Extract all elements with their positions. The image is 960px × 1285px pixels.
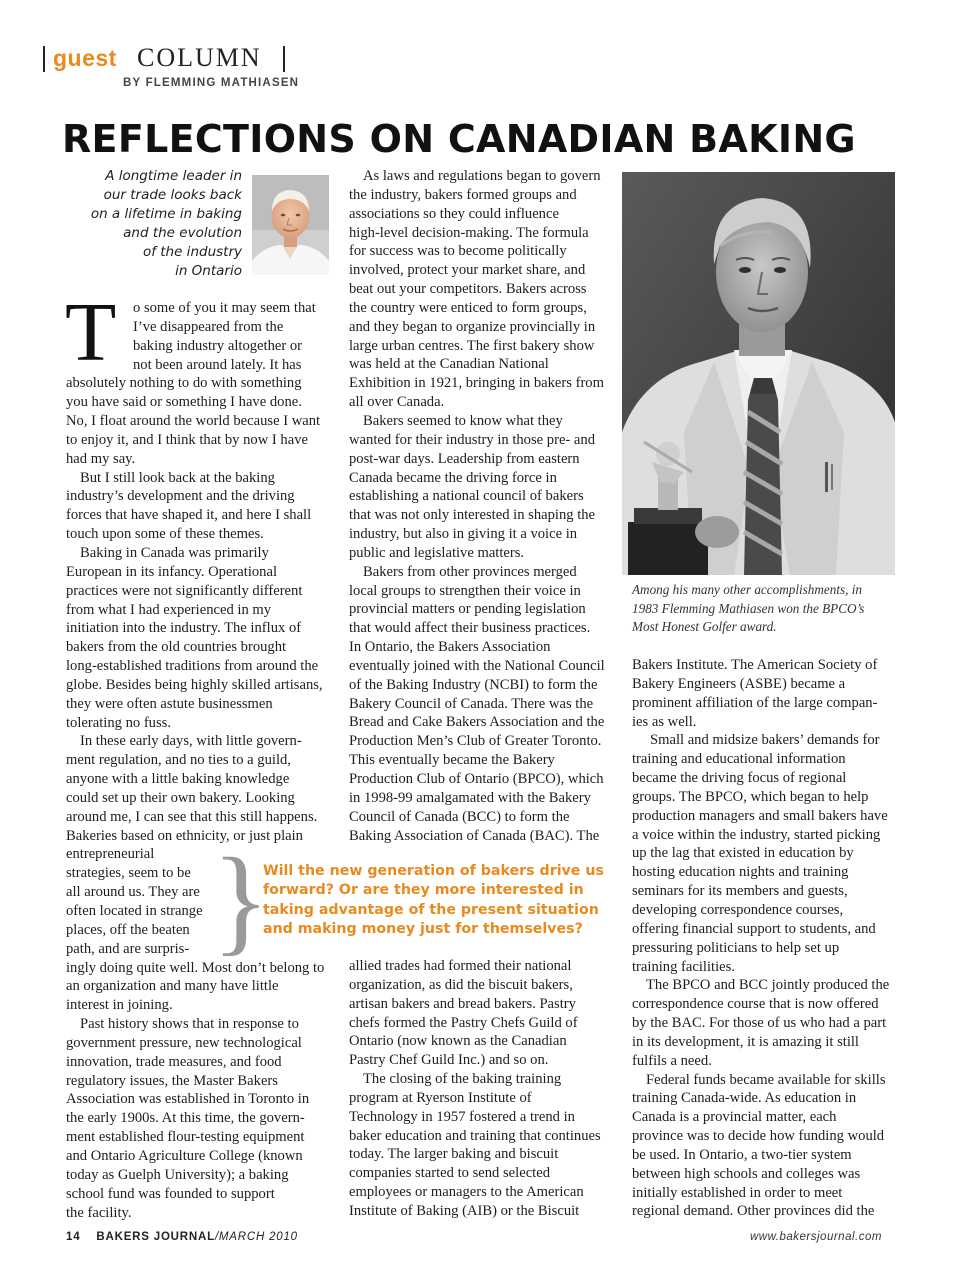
text-line: regulatory issues, the Master Bakers xyxy=(66,1072,278,1089)
text-line: an organization and many have little xyxy=(66,978,279,995)
deck-line: in Ontario xyxy=(175,263,242,279)
text-line: Ontario (now known as the Canadian xyxy=(349,1033,567,1050)
text-line: regional demand. Other provinces did the xyxy=(632,1203,875,1220)
text-line: Bakers from other provinces merged xyxy=(363,563,577,580)
text-line: pressuring politicians to help set up xyxy=(632,939,840,956)
text-line: school fund was founded to support xyxy=(66,1185,275,1202)
text-line: today. The larger baking and biscuit xyxy=(349,1146,559,1163)
text-line: that would affect their business practices. xyxy=(349,620,591,637)
byline: BY FLEMMING MATHIASEN xyxy=(123,77,300,89)
text-line: baker education and training that continues xyxy=(349,1127,601,1144)
text-line: production managers and small bakers have xyxy=(632,807,888,824)
column-2-top xyxy=(349,167,619,845)
text-line: from what I had experienced in my xyxy=(66,601,272,618)
text-line: eventually joined with the National Council xyxy=(349,657,605,674)
text-line: to enjoy it, and I think that by now I have xyxy=(66,431,308,448)
publication-name: BAKERS JOURNAL xyxy=(96,1231,215,1243)
text-line: tolerating no fuss. xyxy=(66,714,171,731)
caption-line: 1983 Flemming Mathiasen won the BPCO’s xyxy=(632,600,865,616)
text-line: artisan bakers and bread bakers. Pastry xyxy=(349,995,576,1012)
pull-quote-line: and making money just for themselves? xyxy=(263,920,583,937)
text-line: Council of Canada (BCC) to form the xyxy=(349,808,570,825)
text-line: that was not only interested in shaping the xyxy=(349,507,596,524)
deck-line: on a lifetime in baking xyxy=(90,206,242,222)
text-line: Technology in 1957 fostered a trend in xyxy=(349,1108,575,1125)
text-line: forces that have shaped it, and here I shall xyxy=(66,507,312,524)
text-line: industry’s development and the driving xyxy=(66,488,295,505)
text-line: you have said or something I have done. xyxy=(66,394,302,411)
text-line: could set up their own bakery. Looking xyxy=(66,789,295,806)
section-label: guest xyxy=(53,45,117,71)
text-line: in 1998-99 amalgamated with the Bakery xyxy=(349,789,591,806)
text-line: Canada became the driving force in xyxy=(349,469,557,486)
text-line: industry, but also in giving it a voice in xyxy=(349,526,578,543)
text-line: often located in strange xyxy=(66,903,203,919)
pull-quote-line: Will the new generation of bakers drive us xyxy=(263,863,604,879)
text-line: entrepreneurial xyxy=(66,846,155,863)
text-line: ies as well. xyxy=(632,713,697,730)
text-line: Bakers seemed to know what they xyxy=(363,412,563,429)
text-line: involved, protect your market share, and xyxy=(349,262,586,279)
pull-quote-brace: } xyxy=(212,833,270,966)
deck-line: of the industry xyxy=(142,244,242,260)
text-line: was held at the Canadian National xyxy=(349,356,549,373)
text-line: long-established traditions from around the xyxy=(66,658,319,675)
text-line: Bakers Institute. The American Society of xyxy=(632,657,878,673)
text-line: ingly doing quite well. Most don’t belong to xyxy=(66,959,325,976)
text-line: employees or managers to the American xyxy=(349,1184,584,1201)
text-line: practices were not significantly different xyxy=(66,582,303,599)
text-line: prominent affiliation of the large compan- xyxy=(632,694,878,711)
text-line: baking industry altogether or xyxy=(133,337,303,354)
pull-quote-line: taking advantage of the present situation xyxy=(263,901,599,918)
caption-line: Among his many other accomplishments, in xyxy=(632,582,863,597)
text-line: not been around lately. It has xyxy=(133,356,302,373)
website-url: www.bakersjournal.com xyxy=(750,1231,882,1243)
text-line: Past history shows that in response to xyxy=(80,1016,299,1033)
text-line: became the driving focus of regional xyxy=(632,770,847,787)
text-line: groups. The BPCO, which began to help xyxy=(632,788,869,805)
text-line: government pressure, new technological xyxy=(66,1034,302,1051)
text-line: around me, I can see that this still happens. xyxy=(66,808,318,825)
section-word: COLUMN xyxy=(137,43,262,72)
drop-cap: T xyxy=(65,286,117,379)
text-line: large urban centres. The first bakery show xyxy=(349,337,595,354)
text-line: between high schools and colleges was xyxy=(632,1165,861,1182)
text-line: establishing a national council of bakers xyxy=(349,488,584,505)
text-line: Production Club of Ontario (BPCO), which xyxy=(349,771,604,787)
text-line: Baking Association of Canada (BAC). The xyxy=(349,827,600,844)
text-line: Baking in Canada was primarily xyxy=(80,544,269,561)
text-line: Bakeries based on ethnicity, or just plain xyxy=(66,827,303,844)
text-line: Production Men’s Club of Greater Toronto. xyxy=(349,733,602,750)
text-line: in its development, it is amazing it still xyxy=(632,1033,859,1050)
deck xyxy=(40,167,242,281)
text-line: ment established flour-testing equipment xyxy=(66,1129,305,1146)
text-line: be used. In Ontario, a two-tier system xyxy=(632,1146,852,1163)
issue-date: /MARCH 2010 xyxy=(214,1231,298,1243)
text-line: The BPCO and BCC jointly produced the xyxy=(646,977,890,994)
text-line: I’ve disappeared from the xyxy=(133,318,284,335)
column-1 xyxy=(66,299,336,1222)
text-line: by the BAC. For those of us who had a part xyxy=(632,1015,887,1032)
text-line: Small and midsize bakers’ demands for xyxy=(650,732,880,749)
column-2-bottom xyxy=(349,957,619,1221)
text-line: the facility. xyxy=(66,1204,132,1221)
text-line: seminars for its members and guests, xyxy=(632,883,848,900)
text-line: up the lag that existed in education by xyxy=(632,845,854,862)
pull-quote xyxy=(263,862,613,939)
text-line: touch upon some of these themes. xyxy=(66,526,264,543)
text-line: had my say. xyxy=(66,450,136,467)
text-line: and Ontario Agriculture College (known xyxy=(66,1147,303,1164)
text-line: No, I float around the world because I want xyxy=(66,413,321,430)
text-line: bakers from the old countries brought xyxy=(66,639,287,656)
text-line: province was to decide how funding would xyxy=(632,1128,885,1145)
text-line: provincial matters or pending legislation xyxy=(349,601,586,618)
text-line: companies started to send selected xyxy=(349,1165,550,1182)
text-line: Bakery Engineers (ASBE) became a xyxy=(632,675,846,692)
text-line: the early 1900s. At this time, the govern- xyxy=(66,1110,305,1127)
text-line: initiation into the industry. The influx of xyxy=(66,620,302,637)
author-headshot xyxy=(252,175,329,275)
text-line: ment regulation, and no ties to a guild, xyxy=(66,752,291,769)
text-line: places, off the beaten xyxy=(66,921,190,938)
text-line: Association was established in Toronto in xyxy=(66,1091,310,1108)
text-line: a voice within the industry, started picking xyxy=(632,826,881,843)
text-line: and they began to organize provincially in xyxy=(349,318,596,335)
text-line: absolutely nothing to do with something xyxy=(66,375,302,392)
footer-left xyxy=(66,1231,298,1243)
text-line: beat out your competitors. Bakers across xyxy=(349,281,587,298)
column-3 xyxy=(632,656,902,1221)
text-line: organization, as did the biscuit bakers, xyxy=(349,976,573,993)
text-line: allied trades had formed their national xyxy=(349,958,572,974)
deck-line: A longtime leader in xyxy=(105,168,242,184)
text-line: In Ontario, the Bakers Association xyxy=(349,639,551,656)
text-line: today as Guelph University); a baking xyxy=(66,1166,289,1183)
text-line: for success was to become politically xyxy=(349,243,567,260)
photo-caption xyxy=(632,581,897,637)
text-line: But I still look back at the baking xyxy=(80,469,275,486)
text-line: chefs formed the Pastry Chefs Guild of xyxy=(349,1014,578,1031)
caption-line: Most Honest Golfer award. xyxy=(632,619,777,635)
headline: REFLECTIONS ON CANADIAN BAKING xyxy=(62,117,856,161)
text-line: they were often astute businessmen xyxy=(66,695,273,712)
text-line: all over Canada. xyxy=(349,394,445,411)
text-line: initially established in order to meet xyxy=(632,1184,843,1201)
text-line: Bakery Council of Canada. There was the xyxy=(349,695,594,712)
text-line: In these early days, with little govern- xyxy=(80,733,302,750)
text-line: offering financial support to students, and xyxy=(632,920,876,937)
page-number: 14 xyxy=(66,1231,81,1243)
text-line: local groups to strengthen their voice in xyxy=(349,582,581,599)
text-line: path, and are surpris- xyxy=(66,940,190,957)
deck-line: and the evolution xyxy=(123,225,242,241)
text-line: developing correspondence courses, xyxy=(632,901,844,918)
text-line: As laws and regulations began to govern xyxy=(363,168,601,184)
text-line: interest in joining. xyxy=(66,997,173,1014)
text-line: the country were enticed to form groups, xyxy=(349,299,587,316)
text-line: Bread and Cake Bakers Association and the xyxy=(349,714,605,731)
text-line: hosting education nights and training xyxy=(632,864,849,881)
text-line: public and legislative matters. xyxy=(349,544,525,561)
text-line: fulfils a need. xyxy=(632,1052,712,1069)
text-line: high-level decision-making. The formula xyxy=(349,224,589,241)
text-line: strategies, seem to be xyxy=(66,865,191,882)
header-rule-right xyxy=(283,46,285,72)
text-line: This eventually became the Bakery xyxy=(349,752,555,769)
feature-photo xyxy=(622,172,895,575)
text-line: correspondence course that is now offered xyxy=(632,996,879,1013)
text-line: of the Baking Industry (NCBI) to form the xyxy=(349,676,598,693)
text-line: The closing of the baking training xyxy=(363,1071,562,1088)
text-line: training Canada-wide. As education in xyxy=(632,1090,857,1107)
text-line: training facilities. xyxy=(632,958,735,975)
deck-line: our trade looks back xyxy=(103,187,242,203)
text-line: European in its infancy. Operational xyxy=(66,563,277,580)
header-rule-left xyxy=(43,46,45,72)
pull-quote-line: forward? Or are they more interested in xyxy=(263,882,584,899)
text-line: Pastry Chef Guild Inc.) and so on. xyxy=(349,1052,549,1069)
text-line: all around us. They are xyxy=(66,884,200,901)
text-line: associations so they could influence xyxy=(349,205,559,222)
text-line: the industry, bakers formed groups and xyxy=(349,186,577,203)
text-line: training and educational information xyxy=(632,751,846,768)
text-line: Canada is a provincial matter, each xyxy=(632,1109,837,1126)
text-line: post-war days. Leadership from eastern xyxy=(349,450,580,467)
text-line: Federal funds became available for skills xyxy=(646,1071,886,1088)
text-line: Institute of Baking (AIB) or the Biscuit xyxy=(349,1202,580,1219)
text-line: innovation, trade measures, and food xyxy=(66,1053,282,1070)
text-line: program at Ryerson Institute of xyxy=(349,1089,532,1106)
text-line: Exhibition in 1921, bringing in bakers from xyxy=(349,375,604,392)
text-line: o some of you it may seem that xyxy=(133,300,316,316)
text-line: globe. Besides being highly skilled artisans, xyxy=(66,676,323,693)
text-line: anyone with a little baking knowledge xyxy=(66,771,290,788)
text-line: wanted for their industry in those pre- and xyxy=(349,431,595,448)
